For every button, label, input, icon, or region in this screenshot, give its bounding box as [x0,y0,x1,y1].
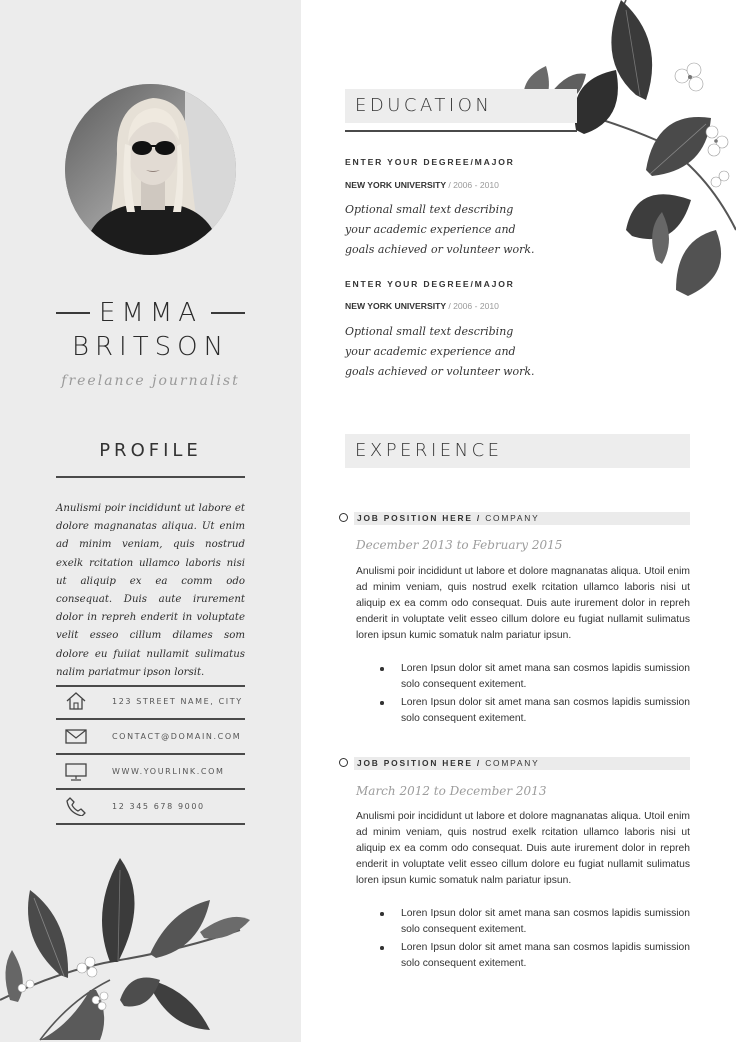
edu-description-line: Optional small text describing [345,325,514,338]
job-title-bar [339,757,690,770]
job-bullet: Loren Ipsun dolor sit amet mana san cosmos lapidis sumission solo consequent exitement. [356,661,690,693]
home-icon [65,691,87,711]
edu-description-line: Optional small text describing [345,203,514,216]
profile-photo [65,84,236,255]
contact-phone[interactable] [56,791,245,825]
profile-section-title: PROFILE [99,440,202,461]
edu-description [345,200,545,260]
job-position: JOB POSITION HERE [357,758,473,768]
contact-divider [56,823,245,825]
job-bullet: Loren Ipsun dolor sit amet mana san cosmos lapidis sumission solo consequent exitement. [356,940,690,972]
name-divider-right [211,312,245,314]
edu-degree: ENTER YOUR DEGREE/MAJOR [345,157,515,167]
tagline: freelance journalist [61,373,240,389]
contact-email-text: CONTACT@DOMAIN.COM [112,732,242,741]
job-separator: / [476,513,482,523]
education-header [345,89,577,123]
sidebar [0,0,301,1042]
edu-description-line: your academic experience and [345,223,516,236]
monitor-icon [65,761,87,781]
contact-divider [56,753,245,755]
edu-description-line: goals achieved or volunteer work. [345,365,535,378]
job-bullet: Loren Ipsun dolor sit amet mana san cosmos lapidis sumission solo consequent exitement. [356,906,690,938]
contact-address-text: 123 STREET NAME, CITY [112,697,243,706]
job-company: COMPANY [485,513,540,523]
contact-divider [56,718,245,720]
edu-degree: ENTER YOUR DEGREE/MAJOR [345,279,515,289]
job-title-line [357,513,540,523]
job-bullet: Loren Ipsun dolor sit amet mana san cosmos lapidis sumission solo consequent exitement. [356,695,690,727]
contact-divider [56,788,245,790]
contact-email[interactable] [56,721,245,755]
edu-school: NEW YORK UNIVERSITY [345,180,446,190]
contact-phone-text: 12 345 678 9000 [112,802,205,811]
timeline-dot-icon [339,758,348,767]
edu-description-line: your academic experience and [345,345,516,358]
floral-decoration-bottom [0,850,301,1042]
profile-summary: Anulismi poir incididunt ut labore et dolore magnanatas aliqua. Ut enim ad minim veniam, quis nostrud exelk rcitation ullamco laboris nisi ut aliquip ex ea comm odo consequat. Duis aute irurement dolor in repreh enderit in voluptate velit esseo cillum dilames som dolore eu fuiiat nullamit sulimatus nalim pariatmur ipson lorsit. [56,503,245,678]
job-description: Anulismi poir incididunt ut labore et dolore magnanatas aliqua. Utoil enim ad minim veniam, quis nostrud exelk rcitation ullamco laboris nisi ut aliquip ex ea comm odo consequat. Duis aute irurement dolor in repreh enderit in voluptate velit esseo cillum dolore eu fugiat nullamit sulimatus loren ipsun kumic somatuk nalm pariatur ipsun. [356,811,690,886]
experience-title: EXPERIENCE [355,440,503,461]
first-name: EMMA [98,298,203,328]
job-company: COMPANY [485,758,540,768]
job-description: Anulismi poir incididunt ut labore et dolore magnanatas aliqua. Utoil enim ad minim veniam, quis nostrud exelk rcitation ullamco laboris nisi ut aliquip ex ea comm odo consequat. Duis aute irurement dolor in repreh enderit in voluptate velit esseo cillum dolore eu fugiat nullamit sulimatus loren ipsun kumic somatuk nalm pariatur ipsun. [356,566,690,641]
job-bullets [356,661,690,729]
timeline-dot-icon [339,513,348,522]
job-position: JOB POSITION HERE [357,513,473,523]
mail-icon [65,726,87,746]
edu-years: 2006 - 2010 [453,301,499,311]
edu-description [345,322,545,382]
education-title: EDUCATION [355,95,493,116]
contact-address [56,686,245,720]
edu-school-line [345,301,499,311]
edu-years: 2006 - 2010 [453,180,499,190]
job-title-line [357,758,540,768]
phone-icon [65,796,87,816]
last-name: BRITSON [71,332,230,362]
edu-school: NEW YORK UNIVERSITY [345,301,446,311]
education-divider [345,130,577,132]
contact-website-text: WWW.YOURLINK.COM [112,767,225,776]
job-separator: / [476,758,482,768]
profile-divider [56,476,245,478]
job-bullets [356,906,690,974]
job-title-bar [339,512,690,525]
edu-school-line [345,180,499,190]
contact-website[interactable] [56,756,245,790]
edu-separator: / [448,301,451,311]
edu-description-line: goals achieved or volunteer work. [345,243,535,256]
main-content [301,0,736,1042]
job-dates: March 2012 to December 2013 [356,784,547,798]
experience-header [345,434,690,468]
edu-separator: / [448,180,451,190]
job-dates: December 2013 to February 2015 [356,538,563,552]
